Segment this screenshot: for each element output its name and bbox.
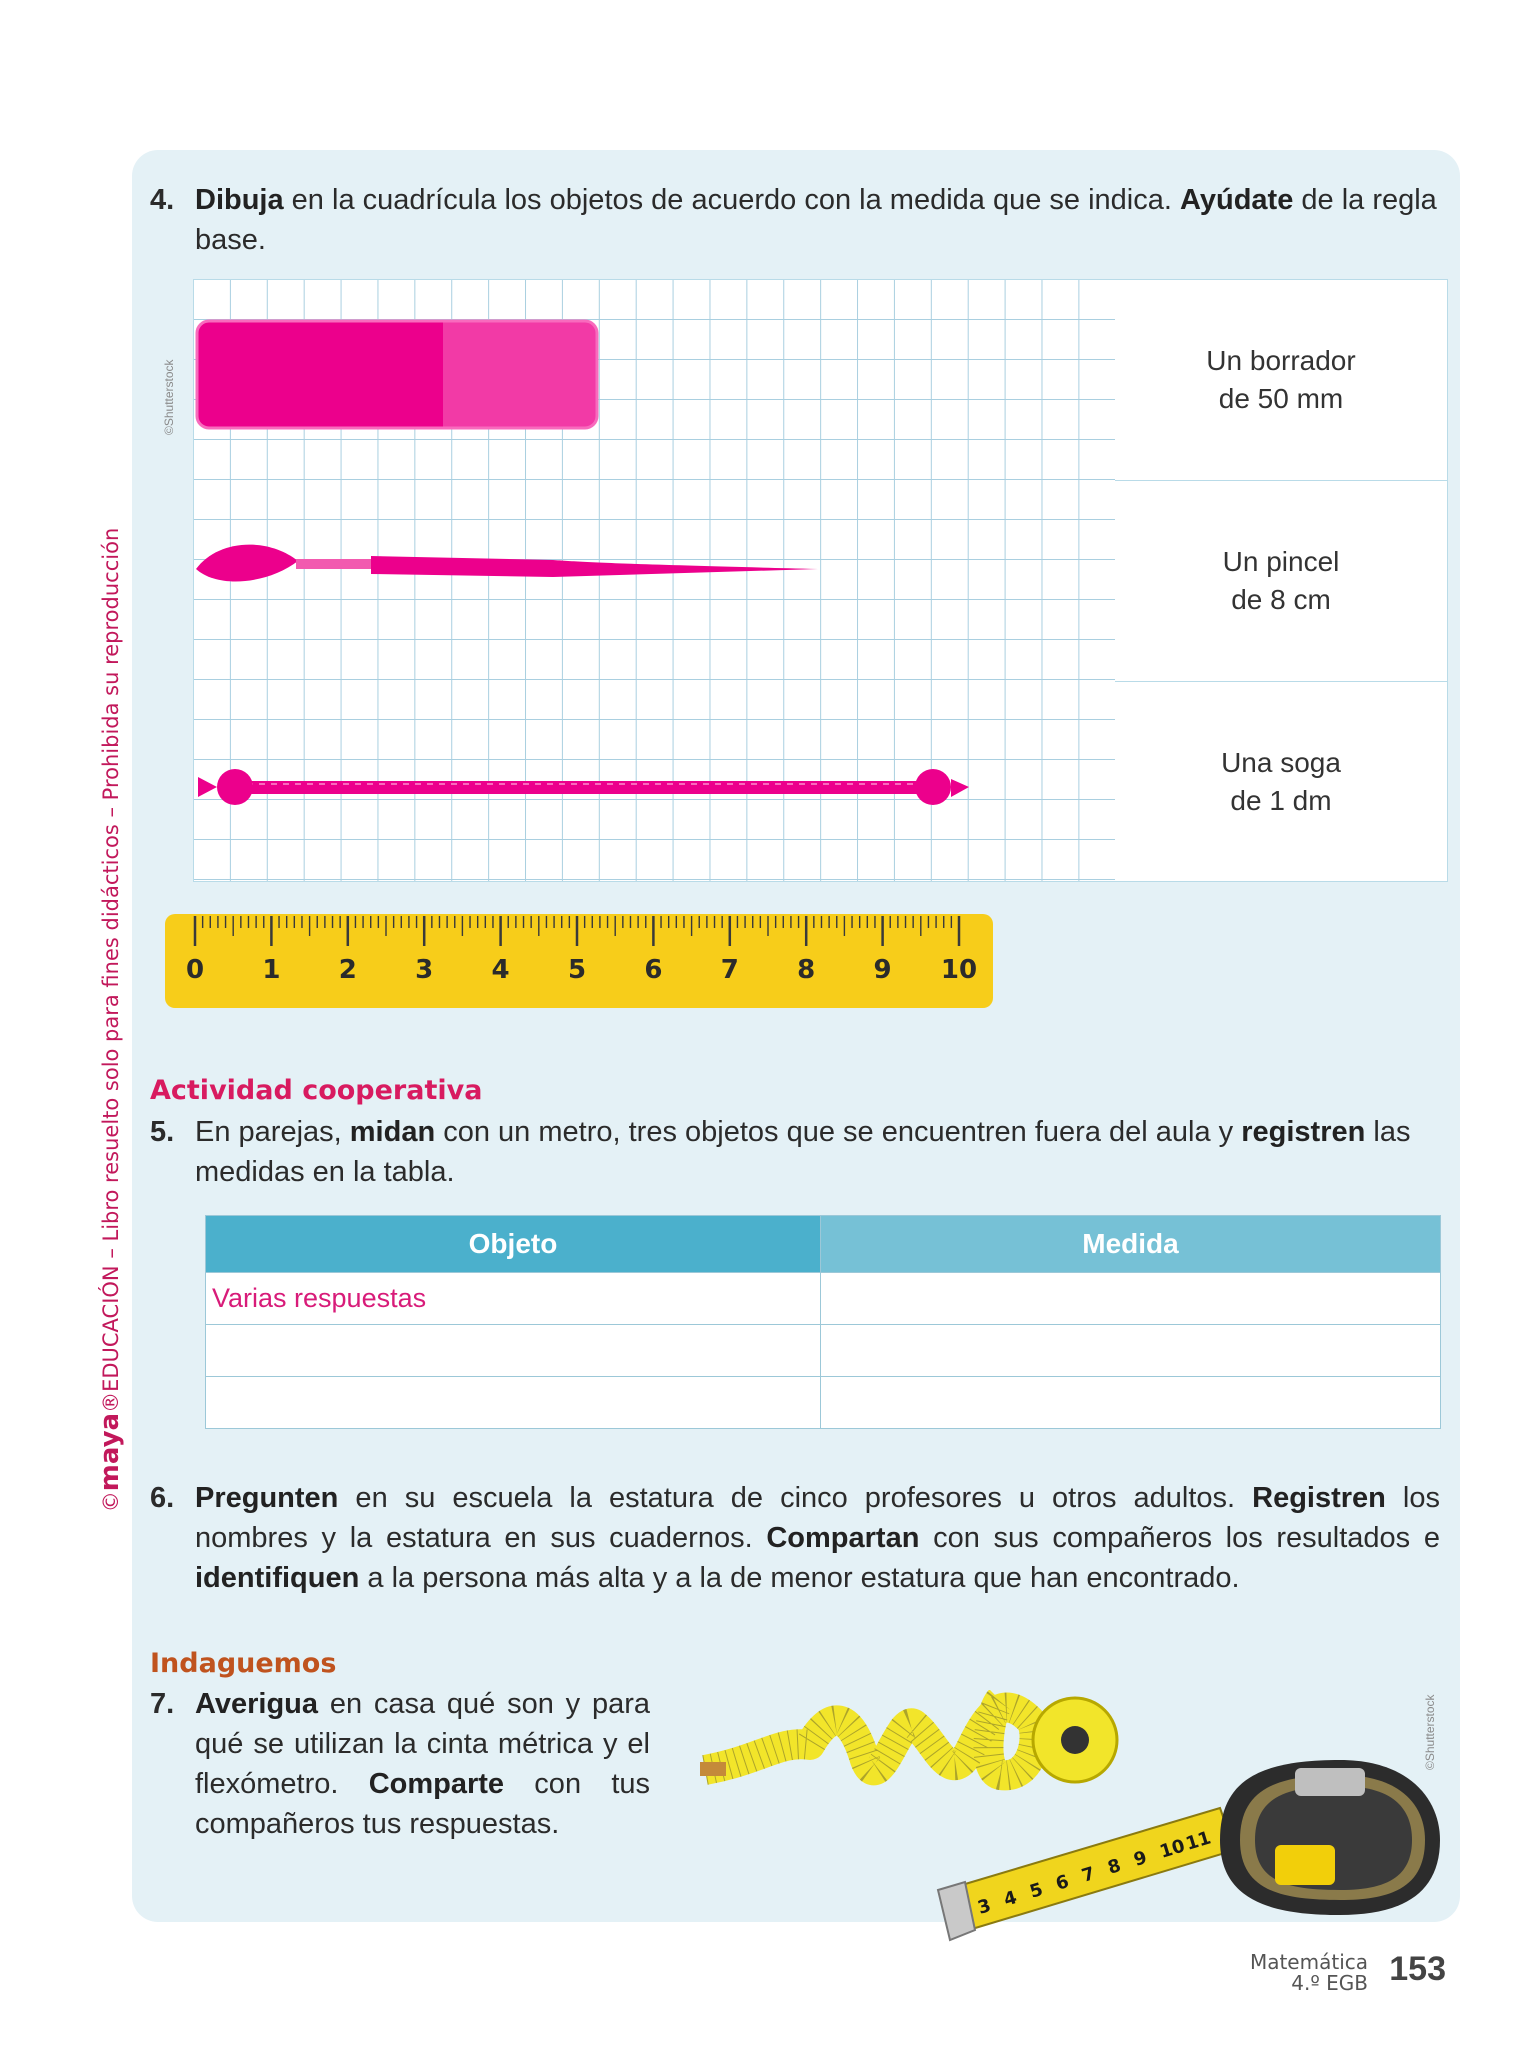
ruler-ticks (165, 914, 993, 1008)
tape-digit: 4 (1001, 1887, 1020, 1911)
ruler-number: 7 (720, 955, 739, 985)
tape-digit: 5 (1027, 1879, 1046, 1903)
page-number: 153 (1389, 1950, 1446, 1988)
ruler-number: 6 (644, 955, 663, 985)
rope-drawing (198, 769, 969, 805)
question-number: 4. (150, 184, 175, 216)
table-row (206, 1273, 1441, 1325)
subject-name: Matemática (1249, 1950, 1368, 1974)
question-text: Pregunten en su escuela la estatura de cinco profesores u otros adultos. Registren los nombres y la estatura en sus cuadernos. Compartan con sus compañeros los resultados e identifiquen a la persona más alta y a la de menor estatura que han encontrado. (195, 1482, 1440, 1594)
question-6 (150, 1478, 1440, 1598)
question-text: Averigua en casa qué son y para qué se utilizan la cinta métrica y el flexómetro. Comparte con tus compañeros tus respuestas. (195, 1688, 651, 1840)
tape-digit: 10 (1157, 1835, 1188, 1863)
table-cell[interactable]: Varias respuestas (206, 1273, 821, 1325)
header-objeto: Objeto (206, 1216, 821, 1273)
measuring-tapes-illustration (700, 1690, 1440, 1960)
question-text: En parejas, midan con un metro, tres objetos que se encuentren fuera del aula y registren las medidas en la tabla. (195, 1116, 1411, 1188)
question-7 (150, 1684, 650, 1844)
label-paintbrush: Un pincel de 8 cm (1115, 481, 1447, 682)
object-labels (1115, 279, 1448, 882)
base-ruler (165, 914, 993, 1008)
grade-level: 4.º EGB (1291, 1971, 1368, 1995)
sewing-tape-measure-icon (700, 1698, 1117, 1782)
tape-digit: 9 (1131, 1847, 1150, 1871)
measurement-table (205, 1215, 1441, 1429)
tape-digit: 8 (1105, 1855, 1124, 1879)
tape-digit: 6 (1053, 1871, 1072, 1895)
drawn-objects (193, 279, 993, 839)
paintbrush-drawing (196, 545, 818, 582)
ruler-number: 0 (185, 955, 205, 985)
page-footer (1250, 1952, 1446, 1994)
table-cell[interactable] (821, 1273, 1441, 1325)
table-header-row (206, 1216, 1441, 1273)
image-credit: ©Shutterstock (1423, 1694, 1437, 1770)
label-eraser: Un borrador de 50 mm (1115, 280, 1447, 481)
inquiry-title: Indaguemos (150, 1648, 337, 1679)
cooperative-title: Actividad cooperativa (150, 1075, 483, 1106)
table-row (206, 1377, 1441, 1429)
question-number: 7. (150, 1688, 175, 1720)
table-cell[interactable] (821, 1377, 1441, 1429)
tape-digit: 11 (1183, 1827, 1214, 1855)
table-cell[interactable] (821, 1325, 1441, 1377)
ruler-number: 10 (940, 955, 978, 985)
eraser-drawing (197, 321, 597, 428)
ruler-number: 1 (262, 955, 281, 985)
header-medida: Medida (821, 1216, 1441, 1273)
ruler-number: 2 (338, 955, 357, 985)
question-4 (150, 180, 1440, 260)
ruler-number: 4 (491, 955, 510, 985)
label-rope: Una soga de 1 dm (1221, 747, 1341, 816)
ruler-number: 8 (797, 955, 816, 985)
ruler-number: 5 (567, 955, 587, 985)
ruler-number: 3 (415, 955, 434, 985)
table-cell[interactable] (206, 1325, 821, 1377)
side-copyright-note: ©maya®EDUCACIÓN – Libro resuelto solo para fines didácticos – Prohibida su reproducción (95, 527, 125, 1513)
image-credit: ©Shutterstock (162, 359, 176, 435)
ruler-number: 9 (873, 955, 892, 985)
question-text: Dibuja en la cuadrícula los objetos de acuerdo con la medida que se indica. Ayúdate de la regla base. (195, 184, 1437, 256)
tape-digit: 3 (975, 1895, 994, 1919)
table-cell[interactable] (206, 1377, 821, 1429)
brand-logo: maya (95, 1412, 125, 1492)
question-5 (150, 1112, 1440, 1192)
question-number: 5. (150, 1116, 175, 1148)
question-number: 6. (150, 1482, 175, 1514)
tape-digit: 7 (1079, 1863, 1098, 1887)
table-row (206, 1325, 1441, 1377)
